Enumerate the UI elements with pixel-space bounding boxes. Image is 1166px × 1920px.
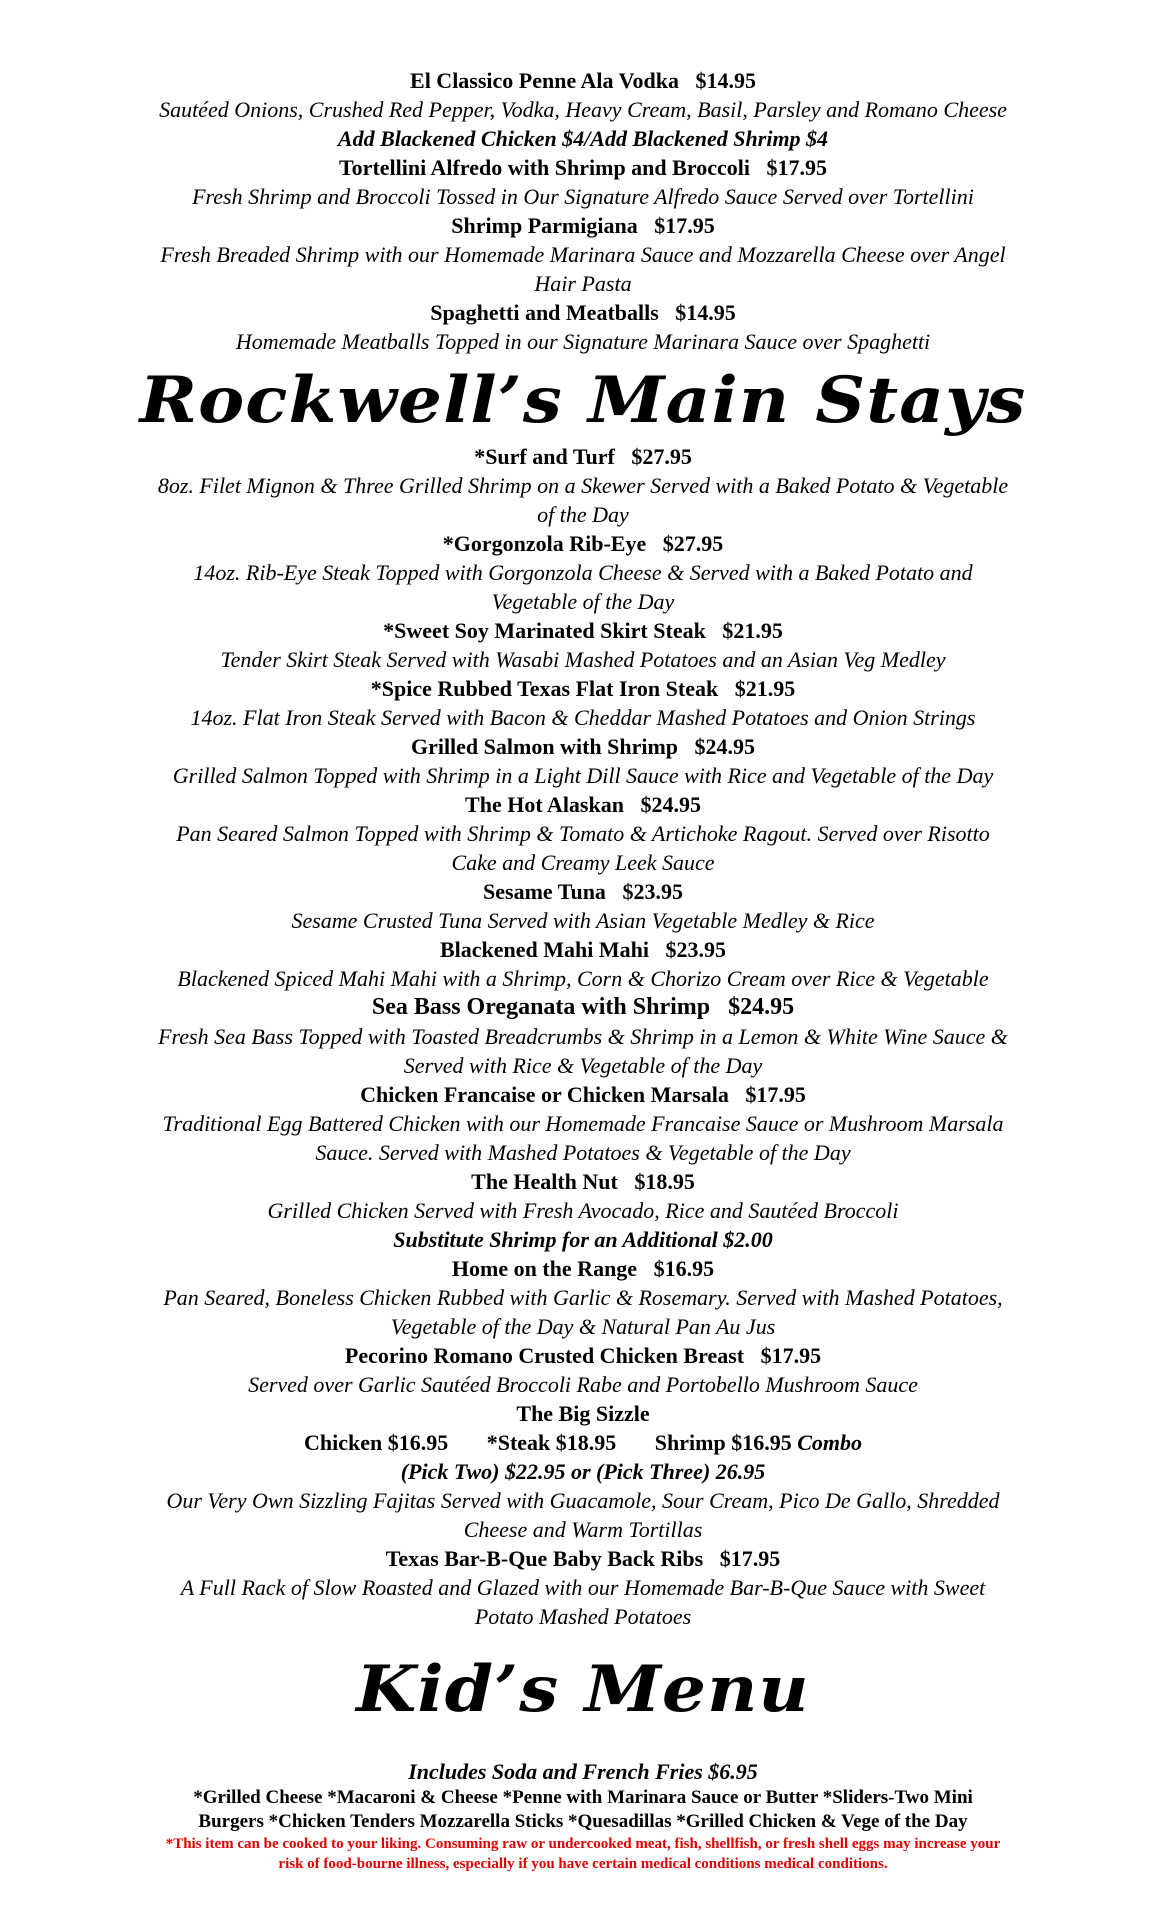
menu-item-title-price xyxy=(70,1544,1096,1573)
menu-item-price: $24.95 xyxy=(728,994,795,1020)
menu-item xyxy=(70,1399,1096,1544)
menu-item-price: $23.95 xyxy=(622,879,683,904)
menu-item-title: Sea Bass Oreganata with Shrimp xyxy=(371,994,711,1020)
menu-item-description: Grilled Salmon Topped with Shrimp in a Light Dill Sauce with Rice and Vegetable of the Day xyxy=(172,763,994,788)
menu-item-title: Texas Bar-B-Que Baby Back Ribs xyxy=(385,1546,704,1571)
menu-item-description: Grilled Chicken Served with Fresh Avocado, Rice and Sautéed Broccoli xyxy=(267,1198,899,1223)
menu-item-title: The Big Sizzle xyxy=(516,1401,650,1426)
menu-item-description: 14oz. Flat Iron Steak Served with Bacon & Cheddar Mashed Potatoes and Onion Strings xyxy=(190,705,976,730)
disclaimer-line: risk of food-bourne illness, especially if you have certain medical conditions medical conditions. xyxy=(278,1856,888,1872)
menu-item-description: 14oz. Rib-Eye Steak Topped with Gorgonzola Cheese & Served with a Baked Potato and xyxy=(193,560,973,585)
menu-item-description: Hair Pasta xyxy=(534,271,632,296)
menu-item xyxy=(70,298,1096,356)
big-sizzle-price-line: Chicken $16.95 *Steak $18.95 Shrimp $16.95 xyxy=(303,1430,792,1455)
menu-item-title-price xyxy=(70,442,1096,471)
menu-item-title: *Surf and Turf xyxy=(474,444,615,469)
big-sizzle-prices xyxy=(70,1428,1096,1457)
menu-item-title: Home on the Range xyxy=(451,1256,638,1281)
menu-item-description: Tender Skirt Steak Served with Wasabi Mashed Potatoes and an Asian Veg Medley xyxy=(220,647,946,672)
menu-item-price: $14.95 xyxy=(695,68,756,93)
menu-item-price: $17.95 xyxy=(719,1546,781,1571)
menu-item-description: Blackened Spiced Mahi Mahi with a Shrimp, Corn & Chorizo Cream over Rice & Vegetable xyxy=(177,966,989,991)
menu-item-note: Substitute Shrimp for an Additional $2.00 xyxy=(393,1227,773,1252)
menu-item-title-price xyxy=(70,298,1096,327)
menu-item xyxy=(70,877,1096,935)
menu-item xyxy=(70,442,1096,529)
menu-item-title-price xyxy=(70,877,1096,906)
menu-item-description: of the Day xyxy=(537,502,629,527)
kids-items-line: Burgers *Chicken Tenders Mozzarella Sticks *Quesadillas *Grilled Chicken & Vege of the Day xyxy=(198,1811,968,1832)
menu-item-title: Grilled Salmon with Shrimp xyxy=(410,734,679,759)
menu-item-price: $27.95 xyxy=(631,444,692,469)
menu-item-title: Shrimp Parmigiana xyxy=(451,213,638,238)
menu-item xyxy=(70,993,1096,1080)
menu-item xyxy=(70,211,1096,298)
menu-item-description: Vegetable of the Day & Natural Pan Au Jus xyxy=(390,1314,776,1339)
menu-item xyxy=(70,66,1096,153)
menu-item-description: Cheese and Warm Tortillas xyxy=(463,1517,703,1542)
section-header-kids-menu: Kid’s Menu xyxy=(356,1652,810,1727)
menu-item-title: Chicken Francaise or Chicken Marsala xyxy=(360,1082,729,1107)
menu-item-title-price xyxy=(70,529,1096,558)
section-header-main-stays: Rockwell’s Main Stays xyxy=(139,363,1027,438)
menu-item-description: Cake and Creamy Leek Sauce xyxy=(451,850,715,875)
menu-item xyxy=(70,1341,1096,1399)
menu-item xyxy=(70,732,1096,790)
menu-item-note: Add Blackened Chicken $4/Add Blackened Shrimp $4 xyxy=(337,126,829,151)
menu-item-title-price xyxy=(70,993,1096,1022)
menu-item-title: *Spice Rubbed Texas Flat Iron Steak xyxy=(370,676,719,701)
menu-item-price: $17.95 xyxy=(654,213,715,238)
menu-item-price: $18.95 xyxy=(634,1169,695,1194)
menu-item-description: Served over Garlic Sautéed Broccoli Rabe and Portobello Mushroom Sauce xyxy=(248,1372,918,1397)
menu-item xyxy=(70,674,1096,732)
menu-item-title-price xyxy=(70,616,1096,645)
menu-item xyxy=(70,616,1096,674)
kids-items-line: *Grilled Cheese *Macaroni & Cheese *Penne with Marinara Sauce or Butter *Sliders-Two Mini xyxy=(193,1787,973,1808)
menu-item-title: *Gorgonzola Rib-Eye xyxy=(442,531,647,556)
menu-item-price: $27.95 xyxy=(662,531,724,556)
menu-item-price: $24.95 xyxy=(640,792,701,817)
menu-item-description: Fresh Sea Bass Topped with Toasted Breadcrumbs & Shrimp in a Lemon & White Wine Sauce & xyxy=(158,1024,1008,1049)
menu-item-title-price xyxy=(70,1341,1096,1370)
kids-includes: Includes Soda and French Fries $6.95 xyxy=(408,1759,758,1784)
menu-item-description: Fresh Shrimp and Broccoli Tossed in Our Signature Alfredo Sauce Served over Tortellini xyxy=(192,184,974,209)
menu-item xyxy=(70,1167,1096,1254)
menu-item-title-price xyxy=(70,790,1096,819)
menu-item-description: Sautéed Onions, Crushed Red Pepper, Vodka, Heavy Cream, Basil, Parsley and Romano Cheese xyxy=(159,97,1007,122)
menu-item-description: Sesame Crusted Tuna Served with Asian Vegetable Medley & Rice xyxy=(291,908,875,933)
menu-item xyxy=(70,153,1096,211)
menu-item-description: Sauce. Served with Mashed Potatoes & Vegetable of the Day xyxy=(315,1140,851,1165)
menu-item-title-price xyxy=(70,674,1096,703)
menu-item xyxy=(70,1254,1096,1341)
disclaimer xyxy=(70,1834,1096,1874)
menu-item-title: *Sweet Soy Marinated Skirt Steak xyxy=(383,618,706,643)
menu-item-price: $23.95 xyxy=(665,937,726,962)
menu-item-title: Sesame Tuna xyxy=(483,879,606,904)
menu-item-title-price xyxy=(70,211,1096,240)
menu-item-title: Pecorino Romano Crusted Chicken Breast xyxy=(344,1343,745,1368)
menu-item-title: El Classico Penne Ala Vodka xyxy=(410,68,679,93)
menu-item-title: Blackened Mahi Mahi xyxy=(439,937,649,962)
menu-item-description: 8oz. Filet Mignon & Three Grilled Shrimp on a Skewer Served with a Baked Potato & Vegetable xyxy=(157,473,1009,498)
menu-item xyxy=(70,790,1096,877)
menu-item-title-price xyxy=(70,1167,1096,1196)
menu-item-title-price xyxy=(70,935,1096,964)
combo-label: Combo xyxy=(797,1430,862,1455)
menu-item-price: $17.95 xyxy=(760,1343,822,1368)
menu-item xyxy=(70,1544,1096,1631)
menu-item-description: Fresh Breaded Shrimp with our Homemade Marinara Sauce and Mozzarella Cheese over Angel xyxy=(160,242,1006,267)
menu-item-description: Served with Rice & Vegetable of the Day xyxy=(403,1053,763,1078)
menu-item-title: The Health Nut xyxy=(471,1169,618,1194)
menu-item-title-price xyxy=(70,1254,1096,1283)
menu-item-description: Homemade Meatballs Topped in our Signature Marinara Sauce over Spaghetti xyxy=(235,329,931,354)
menu-item-title-price xyxy=(70,1080,1096,1109)
menu-item-description: Potato Mashed Potatoes xyxy=(474,1604,692,1629)
menu-item-price: $16.95 xyxy=(653,1256,715,1281)
menu-item-description: Our Very Own Sizzling Fajitas Served with Guacamole, Sour Cream, Pico De Gallo, Shredded xyxy=(166,1488,1000,1513)
menu-item-title-price xyxy=(70,153,1096,182)
menu-item xyxy=(70,1080,1096,1167)
menu-item-title-price xyxy=(70,66,1096,95)
menu-item xyxy=(70,529,1096,616)
main-stays-section xyxy=(70,442,1096,1399)
disclaimer-line: *This item can be cooked to your liking. Consuming raw or undercooked meat, fish, shellfish, or fresh shell eggs may increase your xyxy=(165,1836,1001,1852)
menu-item-price: $21.95 xyxy=(734,676,796,701)
menu-item-price: $21.95 xyxy=(722,618,783,643)
menu-item-price: $17.95 xyxy=(766,155,827,180)
combo-note: (Pick Two) $22.95 or (Pick Three) 26.95 xyxy=(400,1459,766,1484)
menu-item-description: Traditional Egg Battered Chicken with our Homemade Francaise Sauce or Mushroom Marsala xyxy=(162,1111,1004,1136)
menu-item xyxy=(70,935,1096,993)
menu-item-price: $14.95 xyxy=(675,300,736,325)
menu-item-description: Pan Seared Salmon Topped with Shrimp & Tomato & Artichoke Ragout. Served over Risotto xyxy=(176,821,990,846)
menu-item-description: A Full Rack of Slow Roasted and Glazed with our Homemade Bar-B-Que Sauce with Sweet xyxy=(180,1575,986,1600)
menu-item-title: Spaghetti and Meatballs xyxy=(430,300,659,325)
menu-item-title: The Hot Alaskan xyxy=(465,792,624,817)
kids-menu-section xyxy=(70,1757,1096,1834)
menu-item-title-price xyxy=(70,732,1096,761)
menu-item-description: Pan Seared, Boneless Chicken Rubbed with Garlic & Rosemary. Served with Mashed Potatoes, xyxy=(163,1285,1003,1310)
menu-item-price: $17.95 xyxy=(745,1082,806,1107)
pasta-section xyxy=(70,66,1096,356)
menu-item-description: Vegetable of the Day xyxy=(491,589,675,614)
menu-item-title: Tortellini Alfredo with Shrimp and Broccoli xyxy=(339,155,750,180)
menu-item-price: $24.95 xyxy=(694,734,756,759)
